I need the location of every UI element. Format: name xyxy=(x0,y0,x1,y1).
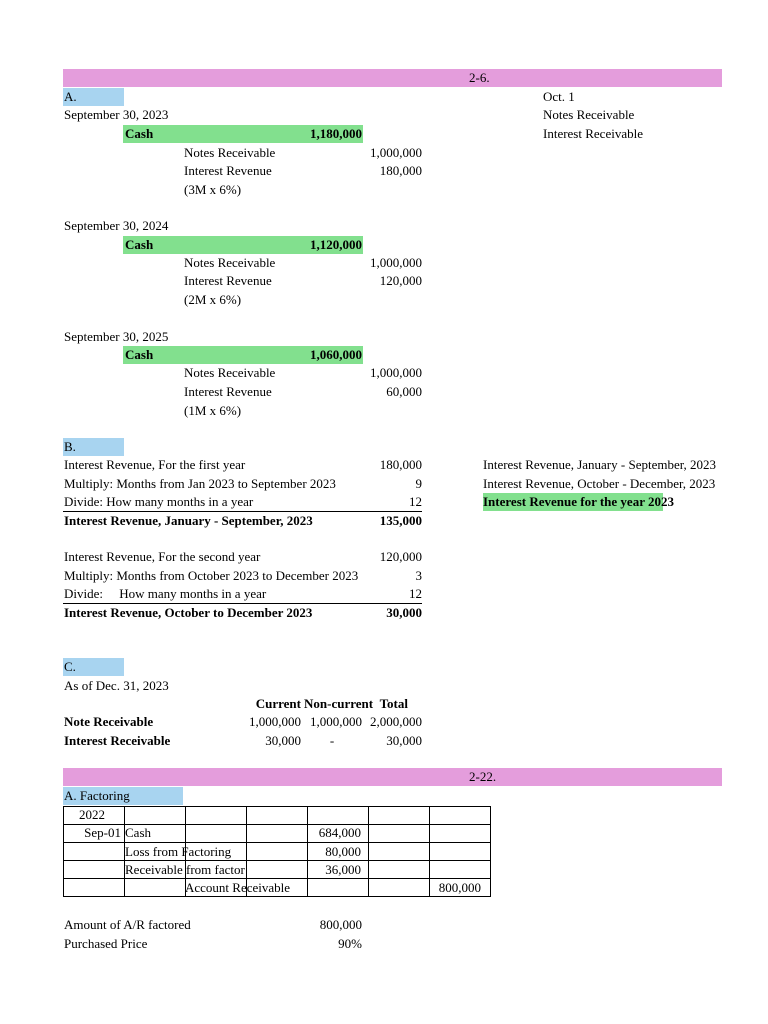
cell-current: 30,000 xyxy=(265,733,301,748)
cash-amount: 1,120,000 xyxy=(310,237,362,252)
summary-total-line: Interest Revenue for the year 2023 xyxy=(483,494,674,509)
cash-label: Cash xyxy=(125,126,154,141)
summary-label: Amount of A/R factored xyxy=(64,917,191,932)
cell-noncurrent: 1,000,000 xyxy=(310,714,362,729)
credit-label: Notes Receivable xyxy=(184,365,276,380)
cell-total: 2,000,000 xyxy=(370,714,422,729)
cell-noncurrent: - xyxy=(329,733,335,748)
cell-current: 1,000,000 xyxy=(249,714,301,729)
credit-label: Interest Revenue xyxy=(184,273,272,288)
calc-value: 9 xyxy=(415,476,422,491)
as-of-date: As of Dec. 31, 2023 xyxy=(64,678,169,693)
debit-label: Cash xyxy=(125,825,151,840)
calc-label: Divide: How many months in a year xyxy=(64,586,267,601)
computation-note: (1M x 6%) xyxy=(184,403,242,418)
calc-total-label: Interest Revenue, October to December 2023 xyxy=(64,605,313,620)
credit-amount: 120,000 xyxy=(379,273,422,288)
calc-label: Interest Revenue, For the second year xyxy=(64,549,261,564)
part-c-tag: C. xyxy=(63,658,124,676)
credit-amount: 1,000,000 xyxy=(370,365,422,380)
entry-date: September 30, 2023 xyxy=(64,107,169,122)
col-header-total: Total xyxy=(379,696,408,711)
credit-amount: 1,000,000 xyxy=(370,255,422,270)
debit-amount: 36,000 xyxy=(325,862,361,877)
cash-label: Cash xyxy=(125,347,154,362)
debit-amount: 684,000 xyxy=(318,825,361,840)
calc-value: 12 xyxy=(409,494,422,509)
right-notes-receivable: Notes Receivable xyxy=(543,107,635,122)
calc-value: 12 xyxy=(409,586,422,601)
section-header-2-22 xyxy=(63,768,722,786)
row-label: Note Receivable xyxy=(64,714,154,729)
calc-total-value: 30,000 xyxy=(386,605,422,620)
section-number: 2-6. xyxy=(469,70,490,85)
debit-label: Receivable from factor xyxy=(125,862,245,877)
entry-date: September 30, 2024 xyxy=(64,218,169,233)
debit-label: Loss from Factoring xyxy=(125,844,232,859)
calc-label: Divide: How many months in a year xyxy=(64,494,254,509)
calc-value: 120,000 xyxy=(379,549,422,564)
section-header-2-6 xyxy=(63,69,722,87)
computation-note: (3M x 6%) xyxy=(184,182,242,197)
entry-date: September 30, 2025 xyxy=(64,329,169,344)
part-b-tag: B. xyxy=(63,438,124,456)
summary-line: Interest Revenue, October - December, 2023 xyxy=(483,476,716,491)
credit-amount: 800,000 xyxy=(438,880,481,895)
credit-amount: 1,000,000 xyxy=(370,145,422,160)
col-header-current: Current xyxy=(255,696,301,711)
calc-value: 180,000 xyxy=(379,457,422,472)
journal-date: Sep-01 xyxy=(84,825,121,840)
summary-value: 90% xyxy=(338,936,362,951)
credit-label: Notes Receivable xyxy=(184,255,276,270)
calc-label: Interest Revenue, For the first year xyxy=(64,457,246,472)
credit-label: Interest Revenue xyxy=(184,384,272,399)
calc-value: 3 xyxy=(415,568,422,583)
credit-label: Account Receivable xyxy=(185,880,291,895)
col-header-noncurrent: Non-current xyxy=(304,696,374,711)
cash-label: Cash xyxy=(125,237,154,252)
credit-label: Notes Receivable xyxy=(184,145,276,160)
credit-amount: 180,000 xyxy=(379,163,422,178)
journal-year: 2022 xyxy=(79,807,105,822)
calc-total-value: 135,000 xyxy=(379,513,422,528)
cash-amount: 1,180,000 xyxy=(310,126,362,141)
calc-total-label: Interest Revenue, January - September, 2023 xyxy=(64,513,313,528)
calc-label: Multiply: Months from Jan 2023 to September 2023 xyxy=(64,476,336,491)
right-interest-receivable: Interest Receivable xyxy=(543,126,643,141)
right-date: Oct. 1 xyxy=(543,89,575,104)
summary-line: Interest Revenue, January - September, 2023 xyxy=(483,457,717,472)
credit-amount: 60,000 xyxy=(386,384,422,399)
part-a-tag: A. xyxy=(63,88,124,106)
summary-value: 800,000 xyxy=(319,917,362,932)
summary-label: Purchased Price xyxy=(64,936,148,951)
factoring-tag: A. Factoring xyxy=(63,787,183,805)
computation-note: (2M x 6%) xyxy=(184,292,242,307)
credit-label: Interest Revenue xyxy=(184,163,272,178)
cash-amount: 1,060,000 xyxy=(310,347,362,362)
debit-amount: 80,000 xyxy=(325,844,361,859)
calc-label: Multiply: Months from October 2023 to December 2023 xyxy=(64,568,359,583)
row-label: Interest Receivable xyxy=(64,733,171,748)
section-number: 2-22. xyxy=(469,769,497,784)
cell-total: 30,000 xyxy=(386,733,422,748)
